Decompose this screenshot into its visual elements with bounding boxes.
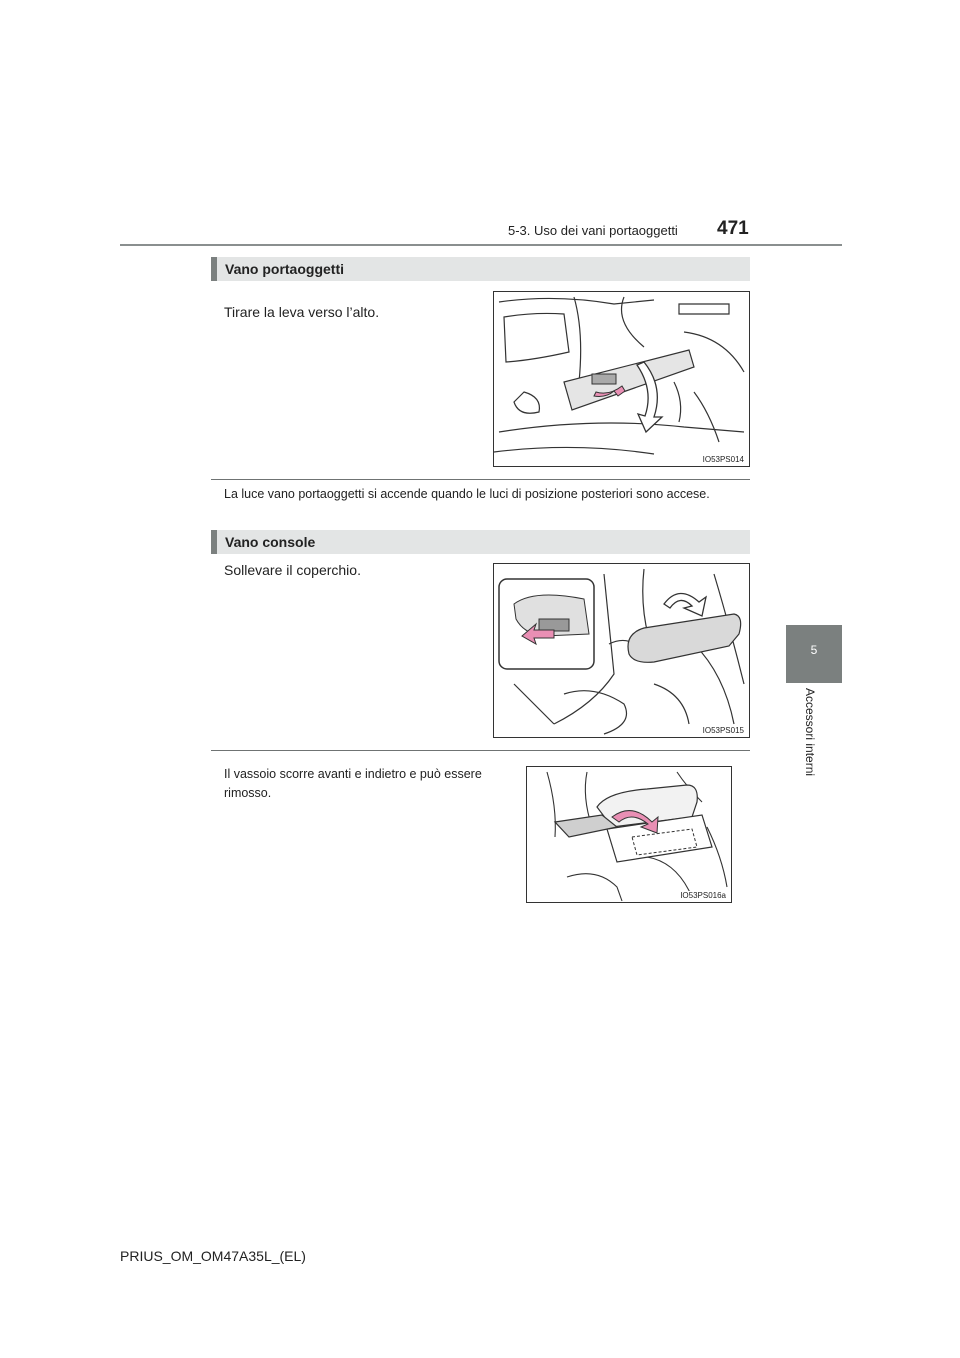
header-section-title: 5-3. Uso dei vani portaoggetti [508,223,678,238]
console-illustration [494,564,749,737]
section-marker [211,257,217,281]
document-code: PRIUS_OM_OM47A35L_(EL) [120,1248,306,1264]
glovebox-illustration [494,292,749,466]
section-title: Vano console [225,534,316,550]
note-console-tray: Il vassoio scorre avanti e indietro e può essere rimosso. [224,767,482,800]
chapter-label: Accessori interni [803,688,817,777]
page-number: 471 [717,218,749,239]
header-divider [120,244,842,246]
lift-arrow-icon [664,593,706,616]
figure-code: IO53PS016a [680,891,726,900]
instruction-glovebox: Tirare la leva verso l’alto. [224,304,380,320]
section-title: Vano portaoggetti [225,261,344,277]
figure-console [493,563,750,738]
inset-release-button [539,619,569,631]
figure-console-tray [526,766,732,903]
section-heading-console [211,530,750,554]
tray-illustration [527,767,731,902]
glovebox-door [564,350,694,410]
divider [211,479,750,480]
figure-code: IO53PS014 [702,455,744,464]
figure-glovebox [493,291,750,467]
glovebox-lever [592,374,616,384]
section-heading-glovebox [211,257,750,281]
section-marker [211,530,217,554]
divider [211,750,750,751]
chapter-number: 5 [810,643,818,657]
instruction-console: Sollevare il coperchio. [224,562,361,578]
note-glovebox-light: La luce vano portaoggetti si accende quando le luci di posizione posteriori sono accese. [224,487,710,501]
figure-code: IO53PS015 [702,726,744,735]
